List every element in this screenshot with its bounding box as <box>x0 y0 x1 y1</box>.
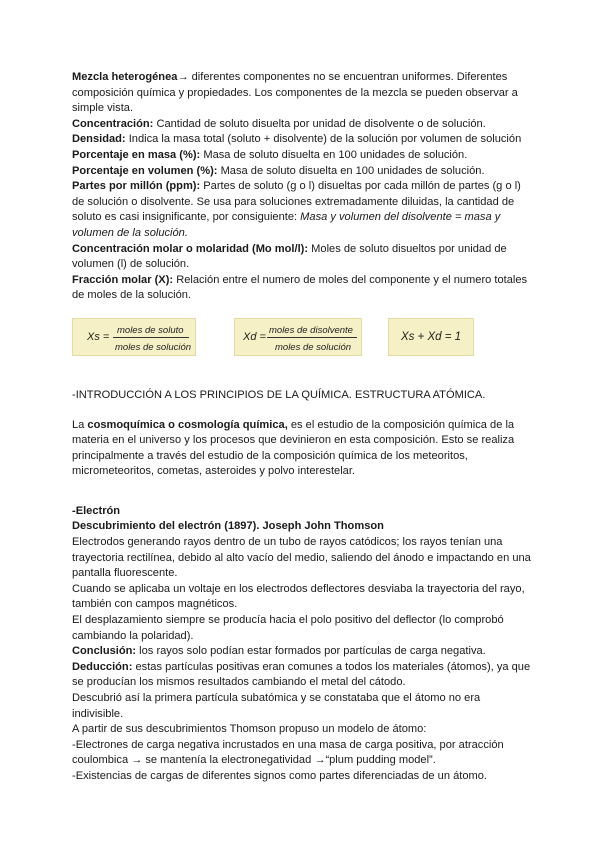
cosmo-term: cosmoquímica o cosmología química, <box>87 418 288 431</box>
formula-lhs: Xd = <box>243 330 266 343</box>
electron-p4: Descubrió así la primera partícula subatómica y se constataba que el átomo no era indivisible. <box>72 692 481 720</box>
deduccion-text: estas partículas positivas eran comunes a todos los materiales (átomos), ya que se producían los mismos resultados cambiando el metal del cátodo. <box>72 660 531 689</box>
def-term: Porcentaje en volumen (%): <box>72 164 218 177</box>
def-term: Densidad: <box>72 133 126 146</box>
fraction-bar <box>267 337 357 338</box>
def-term: Mezcla heterogénea <box>72 71 178 83</box>
def-mezcla-heterogenea <box>72 70 534 117</box>
electron-heading-text: -Electrón <box>72 504 121 517</box>
document-page <box>72 70 534 785</box>
conclusion-text: los rayos solo podían estar formados por partículas de carga negativa. <box>136 645 486 658</box>
electron-p5: A partir de sus descubrimientos Thomson propuso un modelo de átomo: <box>72 723 427 736</box>
def-term: Partes por millón (ppm): <box>72 180 201 193</box>
def-text: Cantidad de soluto disuelta por unidad de disolvente o de solución. <box>153 117 486 130</box>
electron-p1: Electrodos generando rayos dentro de un tubo de rayos catódicos; los rayos tenían una trayectoria rectilínea, debido al alto vacío del medio, saliendo del ánodo e impactando en una pantalla fluorescente. <box>72 536 531 580</box>
cosmo-paragraph <box>72 418 534 480</box>
def-molaridad <box>72 242 534 273</box>
cosmo-text: es el estudio de la composición química de la materia en el universo y los procesos que devinieron en esta composición. Esto se realiza principalmente a través del estudio de la composición química de los meteoritos, micrometeoritos, cometas, asteroides y polvo interestelar. <box>72 418 515 478</box>
formula-sum <box>388 318 474 356</box>
formula-denominator: moles de solución <box>275 341 352 353</box>
formula-numerator: moles de soluto <box>117 324 184 336</box>
conclusion-label: Conclusión: <box>72 645 137 658</box>
electron-p6: -Electrones de carga negativa incrustados en una masa de carga positiva, por atracción coulombica → se mantenía la electronegatividad →“plum pudding model”. <box>72 738 504 767</box>
def-italic-note: Masa y volumen del disolvente = masa y volumen de la solución. <box>72 211 501 239</box>
def-text: Masa de soluto disuelta en 100 unidades de solución. <box>200 148 468 161</box>
electron-subheading-text: Descubrimiento del electrón (1897). Joseph John Thomson <box>72 520 384 533</box>
electron-conclusion <box>72 644 534 660</box>
def-term: Concentración molar o molaridad (Mo mol/l): <box>72 242 309 255</box>
electron-subheading <box>72 519 534 535</box>
def-text: Indica la masa total (soluto + disolvente) de la solución por volumen de solución <box>125 133 522 146</box>
electron-p3: El desplazamiento siempre se producía hacia el polo positivo del deflector (lo comprobó cambiando la polaridad). <box>72 614 504 642</box>
def-text: Relación entre el numero de moles del componente y el numero totales de moles de la solución. <box>72 273 528 302</box>
def-text: Partes de soluto (g o l) disueltas por cada millón de partes (g o l) de solución o disolvente. Se usa para soluciones extremadamente diluidas, la cantidad de soluto es casi insignificante, por consiguiente: <box>72 180 521 224</box>
electron-deduccion <box>72 660 534 691</box>
formula-denominator: moles de solución <box>115 341 192 353</box>
formula-solvent-fraction <box>234 318 362 356</box>
formula-lhs: Xs = <box>87 330 110 343</box>
def-term: Concentración: <box>72 117 154 130</box>
def-term: Fracción molar (X): <box>72 273 174 286</box>
def-fraccion-molar <box>72 273 534 304</box>
def-densidad <box>72 132 534 148</box>
electron-heading <box>72 504 534 520</box>
section-title: -INTRODUCCIÓN A LOS PRINCIPIOS DE LA QUÍMICA. ESTRUCTURA ATÓMICA. <box>72 388 486 401</box>
formula-numerator: moles de disolvente <box>269 324 353 336</box>
electron-p2: Cuando se aplicaba un voltaje en los electrodos deflectores desviaba la trayectoria del rayo, también con campos magnéticos. <box>72 582 525 611</box>
def-porcentaje-volumen <box>72 164 534 180</box>
def-concentracion <box>72 117 534 133</box>
fraction-bar <box>113 337 189 338</box>
def-ppm <box>72 179 534 241</box>
formula-solute-fraction <box>72 318 196 356</box>
def-porcentaje-masa <box>72 148 534 164</box>
deduccion-label: Deducción: <box>72 660 133 673</box>
def-term: Porcentaje en masa (%): <box>72 148 201 161</box>
formula-row <box>72 318 534 364</box>
electron-p7: -Existencias de cargas de diferentes signos como partes diferenciadas de un átomo. <box>72 769 488 782</box>
cosmo-pre: La <box>72 418 88 431</box>
def-text: Masa de soluto disuelta en 100 unidades de solución. <box>217 164 485 177</box>
formula-expression: Xs + Xd = 1 <box>400 330 462 343</box>
def-text: → diferentes componentes no se encuentran uniformes. Diferentes composición química y propiedades. Los componentes de la mezcla se pueden observar a simple vista. <box>72 71 518 115</box>
def-text: Moles de soluto disueltos por unidad de volumen (l) de solución. <box>72 242 507 271</box>
